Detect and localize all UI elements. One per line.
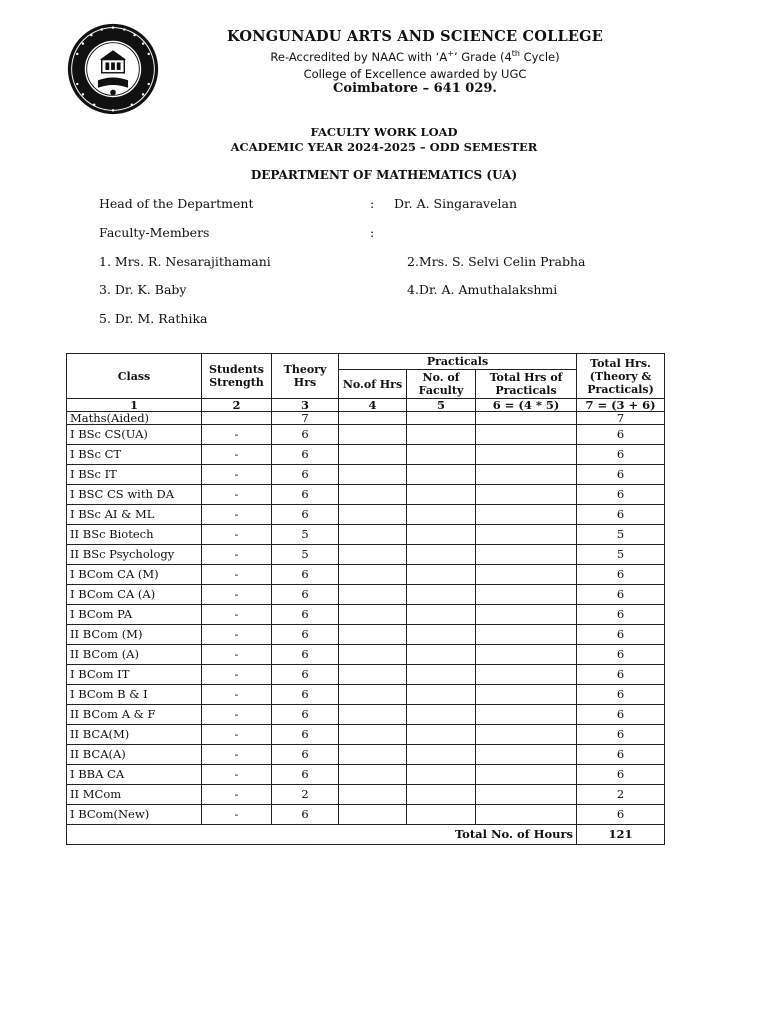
practical-hrs-cell <box>339 585 407 605</box>
total-hrs-cell: 6 <box>577 585 665 605</box>
practical-hrs-cell <box>339 485 407 505</box>
total-hrs-cell: 6 <box>577 645 665 665</box>
practical-hrs-cell <box>339 685 407 705</box>
faculty-count-cell <box>407 565 476 585</box>
class-cell: I BCom B & I <box>67 685 202 705</box>
class-cell: I BCom PA <box>67 605 202 625</box>
practical-hrs-cell <box>339 605 407 625</box>
faculty-count-cell <box>407 645 476 665</box>
practical-total-cell <box>476 705 577 725</box>
faculty-count-cell <box>407 505 476 525</box>
students-cell: - <box>202 605 272 625</box>
faculty-colon: : <box>370 225 375 240</box>
practical-hrs-cell <box>339 445 407 465</box>
theory-cell: 6 <box>272 465 339 485</box>
total-hrs-cell: 6 <box>577 505 665 525</box>
class-cell: II BCA(M) <box>67 725 202 745</box>
total-hrs-cell: 6 <box>577 605 665 625</box>
table-row <box>67 665 665 685</box>
total-hrs-cell: 6 <box>577 805 665 825</box>
theory-cell: 6 <box>272 445 339 465</box>
students-cell: - <box>202 725 272 745</box>
theory-cell: 6 <box>272 565 339 585</box>
practical-total-cell <box>476 605 577 625</box>
table-row <box>67 625 665 645</box>
table-row <box>67 645 665 665</box>
practical-hrs-cell <box>339 745 407 765</box>
theory-cell: 6 <box>272 645 339 665</box>
theory-cell: 6 <box>272 485 339 505</box>
index-cell: 1 <box>67 399 202 412</box>
students-cell: - <box>202 645 272 665</box>
practical-hrs-cell <box>339 645 407 665</box>
table-row <box>67 745 665 765</box>
total-hrs-cell: 2 <box>577 785 665 805</box>
total-hrs-cell: 6 <box>577 445 665 465</box>
excellence-line: College of Excellence awarded by UGC <box>303 67 527 81</box>
theory-cell: 6 <box>272 725 339 745</box>
practical-total-cell <box>476 485 577 505</box>
faculty-count-cell <box>407 685 476 705</box>
workload-table <box>66 353 665 845</box>
theory-cell: 6 <box>272 505 339 525</box>
col-header-total-practicals: Total Hrs of Practicals <box>476 370 577 399</box>
col-header-practicals: Practicals <box>339 354 577 370</box>
students-cell: - <box>202 445 272 465</box>
table-row <box>67 725 665 745</box>
practical-total-cell <box>476 805 577 825</box>
theory-cell: 6 <box>272 625 339 645</box>
practical-hrs-cell <box>339 465 407 485</box>
practical-hrs-cell <box>339 705 407 725</box>
faculty-member: 2.Mrs. S. Selvi Celin Prabha <box>407 254 586 269</box>
faculty-count-cell <box>407 705 476 725</box>
index-cell: 5 <box>407 399 476 412</box>
students-cell: - <box>202 545 272 565</box>
table-row <box>67 685 665 705</box>
practical-total-cell <box>476 765 577 785</box>
theory-cell: 6 <box>272 805 339 825</box>
table-row <box>67 425 665 445</box>
total-hrs-cell: 6 <box>577 565 665 585</box>
practical-total-cell <box>476 745 577 765</box>
students-cell: - <box>202 745 272 765</box>
class-cell: I BSc AI & ML <box>67 505 202 525</box>
index-cell: 2 <box>202 399 272 412</box>
table-row <box>67 765 665 785</box>
practical-total-cell <box>476 545 577 565</box>
practical-hrs-cell <box>339 412 407 425</box>
col-header-no-of-faculty: No. of Faculty <box>407 370 476 399</box>
table-row <box>67 505 665 525</box>
students-cell: - <box>202 685 272 705</box>
accreditation-line: Re-Accredited by NAAC with ‘A+’ Grade (4th Cycle) <box>270 49 560 64</box>
hod-name: Dr. A. Singaravelan <box>394 196 517 211</box>
faculty-count-cell <box>407 412 476 425</box>
practical-hrs-cell <box>339 505 407 525</box>
table-row <box>67 545 665 565</box>
table-row <box>67 585 665 605</box>
class-cell: II MCom <box>67 785 202 805</box>
class-cell: II BCom (A) <box>67 645 202 665</box>
practical-total-cell <box>476 412 577 425</box>
students-cell: - <box>202 785 272 805</box>
total-hrs-cell: 6 <box>577 665 665 685</box>
practical-hrs-cell <box>339 425 407 445</box>
academic-year: ACADEMIC YEAR 2024-2025 – ODD SEMESTER <box>230 140 538 154</box>
theory-cell: 6 <box>272 605 339 625</box>
faculty-member: 1. Mrs. R. Nesarajithamani <box>99 254 271 269</box>
faculty-member: 5. Dr. M. Rathika <box>99 311 208 326</box>
class-cell: I BSc CT <box>67 445 202 465</box>
practical-hrs-cell <box>339 665 407 685</box>
faculty-count-cell <box>407 465 476 485</box>
col-header-class: Class <box>67 354 202 399</box>
table-row <box>67 565 665 585</box>
students-cell: - <box>202 485 272 505</box>
total-hrs-cell: 6 <box>577 745 665 765</box>
index-cell: 3 <box>272 399 339 412</box>
faculty-count-cell <box>407 545 476 565</box>
theory-cell: 6 <box>272 685 339 705</box>
total-hrs-cell: 6 <box>577 685 665 705</box>
students-cell: - <box>202 625 272 645</box>
table-row <box>67 525 665 545</box>
theory-cell: 6 <box>272 705 339 725</box>
theory-cell: 5 <box>272 545 339 565</box>
table-row <box>67 805 665 825</box>
class-cell: II BSc Biotech <box>67 525 202 545</box>
practical-total-cell <box>476 685 577 705</box>
college-seal-icon <box>66 22 160 116</box>
practical-total-cell <box>476 565 577 585</box>
students-cell: - <box>202 585 272 605</box>
practical-hrs-cell <box>339 625 407 645</box>
class-cell: I BSc CS(UA) <box>67 425 202 445</box>
theory-cell: 6 <box>272 745 339 765</box>
theory-cell: 6 <box>272 585 339 605</box>
practical-total-cell <box>476 445 577 465</box>
table-row <box>67 485 665 505</box>
class-cell: Maths(Aided) <box>67 412 202 425</box>
total-hrs-cell: 6 <box>577 725 665 745</box>
practical-total-cell <box>476 505 577 525</box>
practical-total-cell <box>476 725 577 745</box>
total-hrs-cell: 6 <box>577 765 665 785</box>
students-cell <box>202 412 272 425</box>
index-cell: 7 = (3 + 6) <box>577 399 665 412</box>
students-cell: - <box>202 465 272 485</box>
table-row <box>67 785 665 805</box>
practical-hrs-cell <box>339 765 407 785</box>
students-cell: - <box>202 505 272 525</box>
class-cell: I BSc IT <box>67 465 202 485</box>
faculty-count-cell <box>407 665 476 685</box>
practical-total-cell <box>476 665 577 685</box>
practical-hrs-cell <box>339 725 407 745</box>
theory-cell: 7 <box>272 412 339 425</box>
faculty-member: 4.Dr. A. Amuthalakshmi <box>407 282 558 297</box>
total-hrs-cell: 6 <box>577 625 665 645</box>
department-title: DEPARTMENT OF MATHEMATICS (UA) <box>250 168 518 182</box>
class-cell: II BCom A & F <box>67 705 202 725</box>
table-row <box>67 412 665 425</box>
practical-hrs-cell <box>339 565 407 585</box>
theory-cell: 6 <box>272 765 339 785</box>
faculty-count-cell <box>407 425 476 445</box>
total-row <box>67 825 665 845</box>
practical-hrs-cell <box>339 805 407 825</box>
college-city: Coimbatore – 641 029. <box>333 81 497 96</box>
total-hrs-cell: 6 <box>577 485 665 505</box>
class-cell: I BCom CA (M) <box>67 565 202 585</box>
theory-cell: 6 <box>272 665 339 685</box>
practical-total-cell <box>476 425 577 445</box>
theory-cell: 6 <box>272 425 339 445</box>
total-hrs-cell: 5 <box>577 545 665 565</box>
practical-hrs-cell <box>339 545 407 565</box>
faculty-count-cell <box>407 485 476 505</box>
column-index-row <box>67 399 665 412</box>
class-cell: I BCom IT <box>67 665 202 685</box>
total-value: 121 <box>577 825 665 845</box>
faculty-count-cell <box>407 605 476 625</box>
theory-cell: 2 <box>272 785 339 805</box>
class-cell: II BCA(A) <box>67 745 202 765</box>
practical-hrs-cell <box>339 785 407 805</box>
faculty-count-cell <box>407 525 476 545</box>
faculty-count-cell <box>407 765 476 785</box>
table-row <box>67 465 665 485</box>
class-cell: I BCom CA (A) <box>67 585 202 605</box>
col-header-students: Students Strength <box>202 354 272 399</box>
hod-label: Head of the Department <box>99 196 254 211</box>
class-cell: II BSc Psychology <box>67 545 202 565</box>
index-cell: 4 <box>339 399 407 412</box>
faculty-label: Faculty-Members <box>99 225 210 240</box>
total-label: Total No. of Hours <box>67 825 577 845</box>
col-header-theory: Theory Hrs <box>272 354 339 399</box>
faculty-count-cell <box>407 445 476 465</box>
table-row <box>67 605 665 625</box>
class-cell: I BSC CS with DA <box>67 485 202 505</box>
theory-cell: 5 <box>272 525 339 545</box>
class-cell: I BBA CA <box>67 765 202 785</box>
total-hrs-cell: 6 <box>577 465 665 485</box>
practical-total-cell <box>476 645 577 665</box>
index-cell: 6 = (4 * 5) <box>476 399 577 412</box>
students-cell: - <box>202 705 272 725</box>
total-hrs-cell: 5 <box>577 525 665 545</box>
total-hrs-cell: 6 <box>577 705 665 725</box>
faculty-member: 3. Dr. K. Baby <box>99 282 187 297</box>
students-cell: - <box>202 665 272 685</box>
students-cell: - <box>202 425 272 445</box>
doc-title: FACULTY WORK LOAD <box>310 125 458 139</box>
students-cell: - <box>202 565 272 585</box>
hod-colon: : <box>370 196 375 211</box>
faculty-count-cell <box>407 805 476 825</box>
col-header-no-of-hrs: No.of Hrs <box>339 370 407 399</box>
faculty-count-cell <box>407 745 476 765</box>
students-cell: - <box>202 525 272 545</box>
practical-total-cell <box>476 525 577 545</box>
students-cell: - <box>202 805 272 825</box>
practical-total-cell <box>476 465 577 485</box>
table-row <box>67 445 665 465</box>
faculty-count-cell <box>407 725 476 745</box>
college-name: KONGUNADU ARTS AND SCIENCE COLLEGE <box>227 28 603 45</box>
table-row <box>67 705 665 725</box>
total-hrs-cell: 6 <box>577 425 665 445</box>
class-cell: II BCom (M) <box>67 625 202 645</box>
col-header-total-hrs: Total Hrs. (Theory & Practicals) <box>577 354 665 399</box>
practical-total-cell <box>476 585 577 605</box>
practical-hrs-cell <box>339 525 407 545</box>
practical-total-cell <box>476 625 577 645</box>
students-cell: - <box>202 765 272 785</box>
faculty-count-cell <box>407 785 476 805</box>
class-cell: I BCom(New) <box>67 805 202 825</box>
practical-total-cell <box>476 785 577 805</box>
faculty-count-cell <box>407 625 476 645</box>
total-hrs-cell: 7 <box>577 412 665 425</box>
faculty-count-cell <box>407 585 476 605</box>
